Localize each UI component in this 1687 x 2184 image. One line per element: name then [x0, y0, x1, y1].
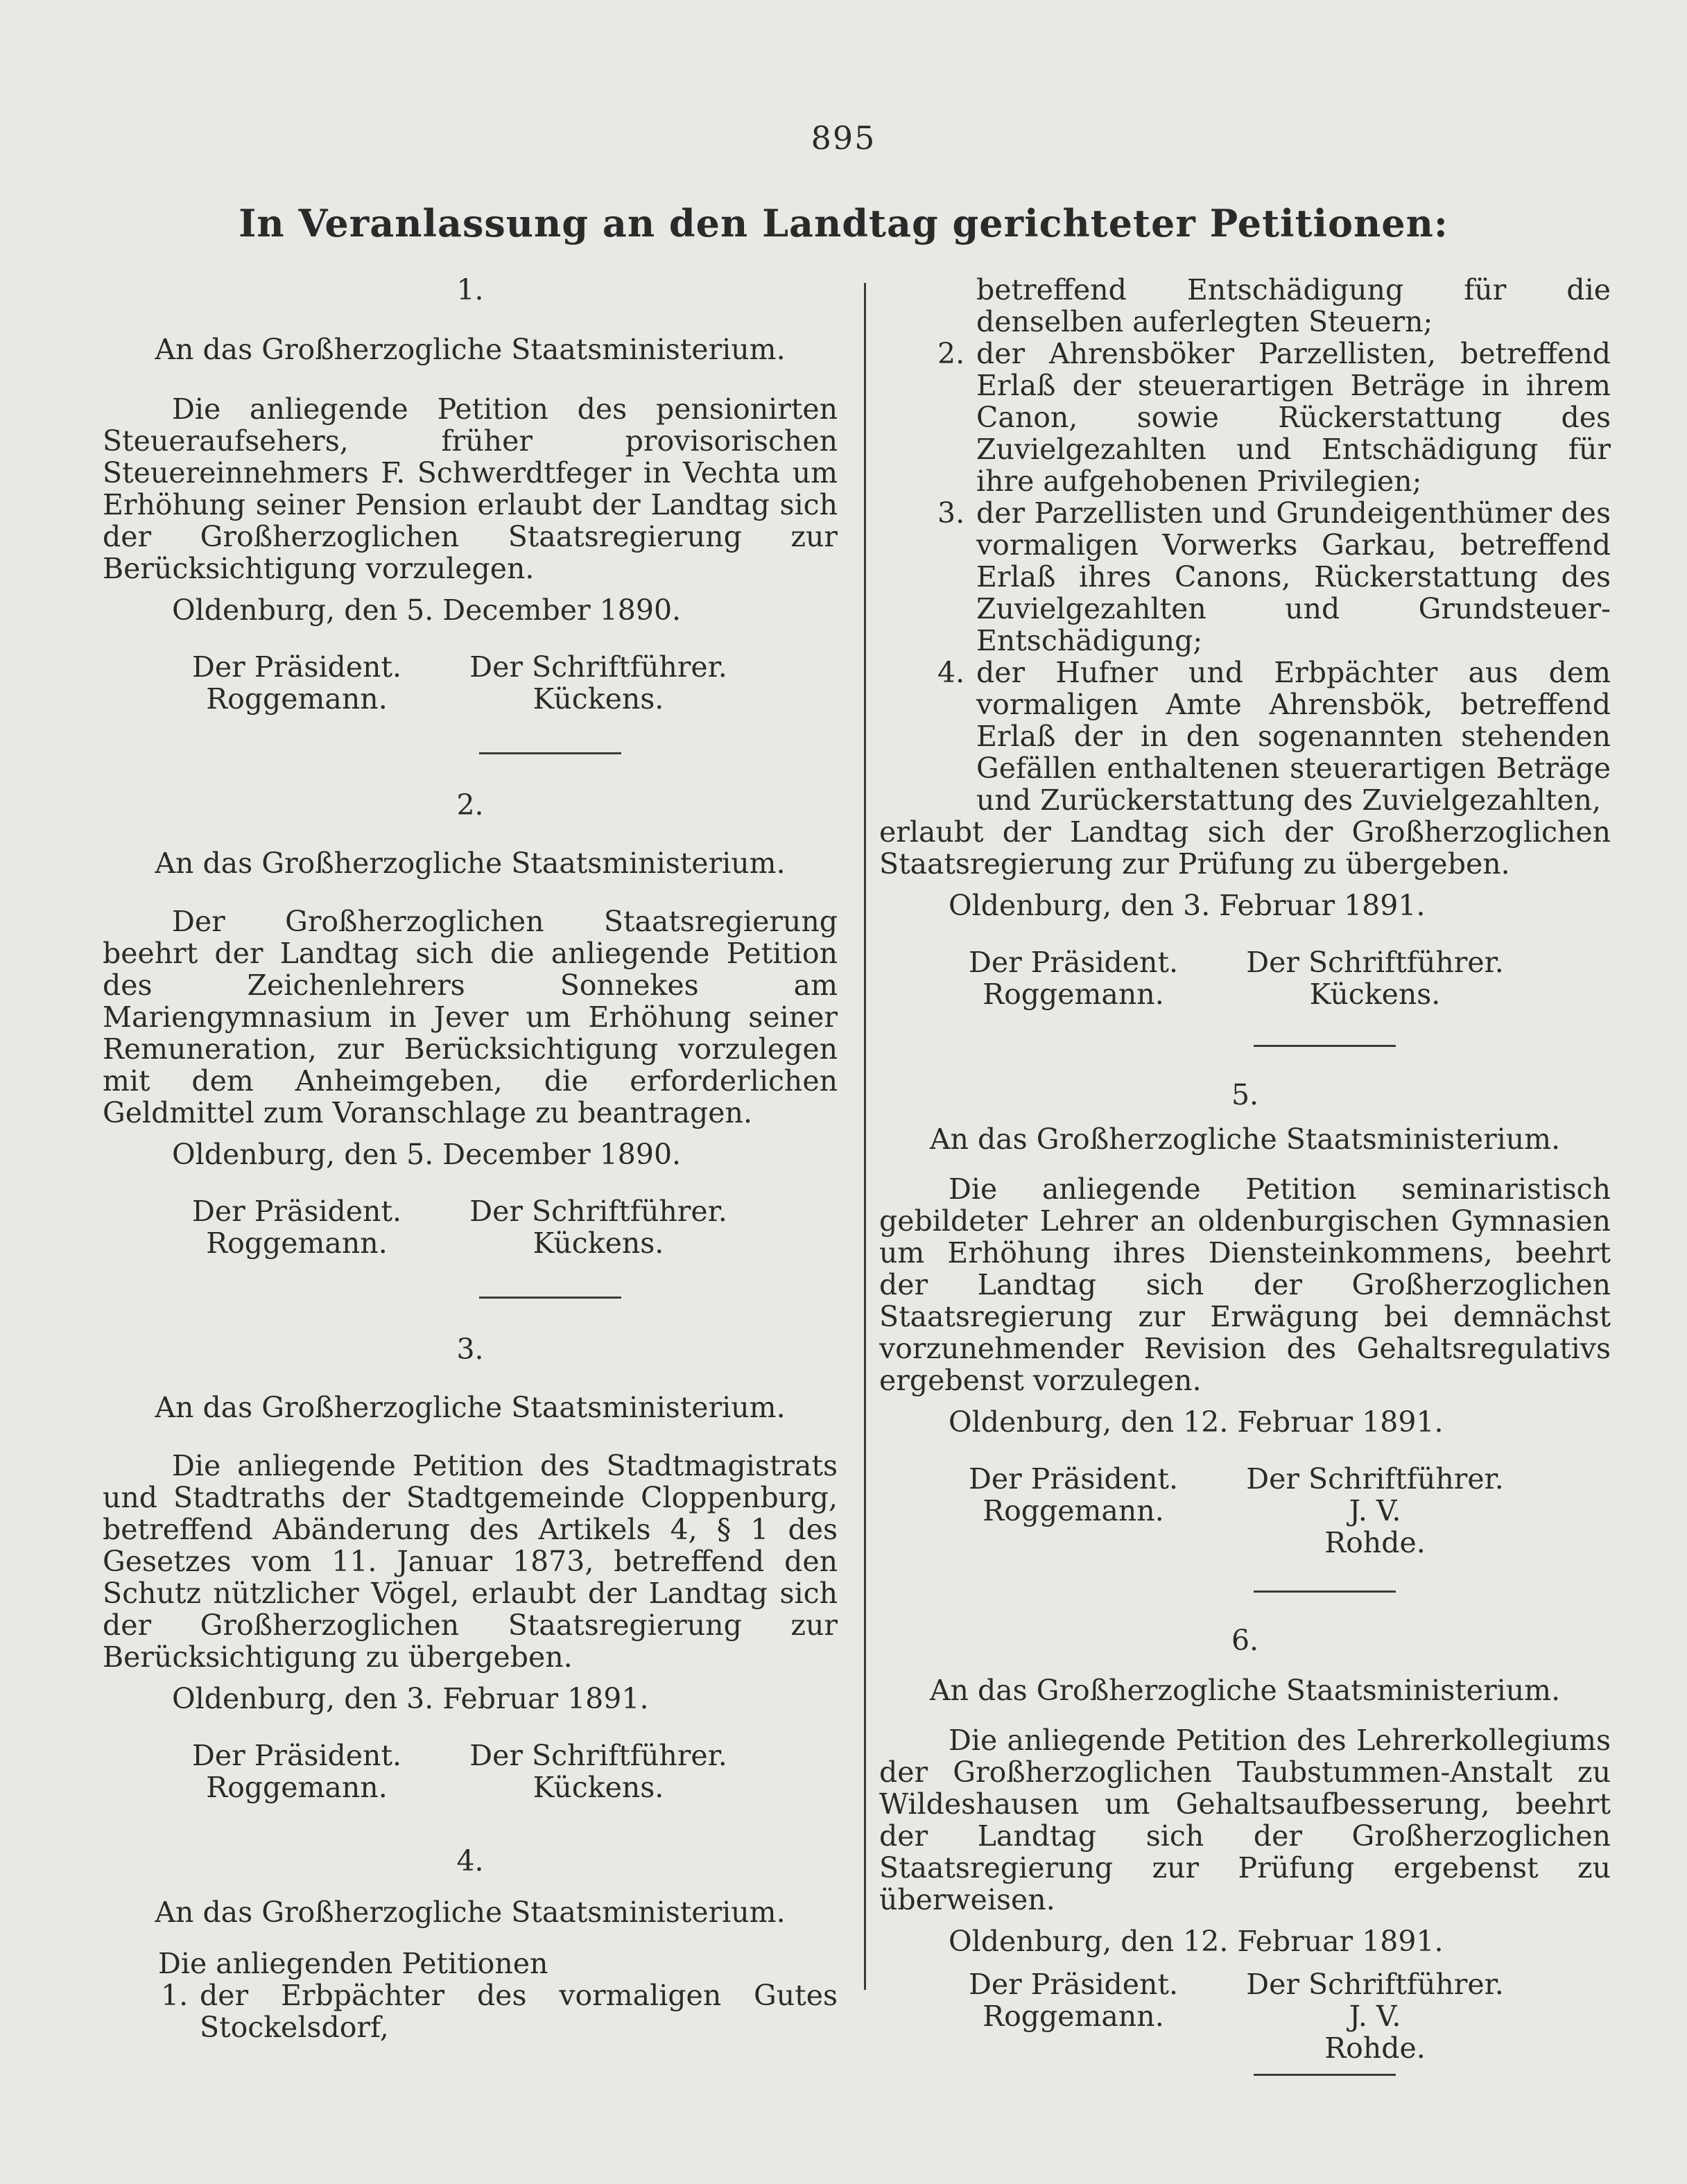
list-text: der Hufner und Erbpächter aus dem vormaligen Amte Ahrensbök, betreffend Erlaß der in den sogenannten stehenden Gefällen enthaltenen steuerartigen Beträge und Zurückerstattung des Zuvielgezahlten,	[976, 656, 1611, 817]
section-number: 3.	[456, 1333, 484, 1366]
secretary-signature	[1219, 1463, 1531, 1559]
secretary-title: Der Schriftführer.	[1246, 1968, 1504, 2001]
section-separator	[1254, 2074, 1396, 2076]
list-item	[161, 1979, 838, 2043]
section-number: 4.	[456, 1844, 484, 1878]
petition-intro: Die anliegenden Petitionen	[158, 1947, 548, 1980]
secretary-title: Der Schriftführer.	[469, 1739, 727, 1772]
secretary-title: Der Schriftführer.	[1246, 1462, 1504, 1496]
petition-section-3	[103, 1333, 838, 1803]
list-item	[937, 497, 1611, 657]
page-number: 895	[811, 119, 876, 157]
petition-section-5	[879, 1079, 1611, 1559]
date-line: Oldenburg, den 3. Februar 1891.	[949, 889, 1426, 922]
secretary-signature	[442, 1195, 754, 1259]
date-line: Oldenburg, den 12. Februar 1891.	[949, 1405, 1444, 1439]
section-number: 2.	[456, 788, 484, 822]
addressee: An das Großherzogliche Staatsministerium.	[929, 1123, 1561, 1156]
signatures	[879, 946, 1611, 1010]
list-number: 4.	[937, 656, 965, 689]
president-signature	[928, 1968, 1219, 2064]
petition-text: Der Großherzoglichen Staatsregierung beehrt der Landtag sich die anliegende Petition des Zeichenlehrers Sonnekes am Mariengymnasium in Jever um Erhöhung seiner Remuneration, zur Berücksichtigung vorzulegen mit dem Anheimgeben, die erforderlichen Geldmittel zum Voranschlage zu beantragen.	[103, 905, 838, 1129]
secretary-signature	[1219, 946, 1531, 1010]
president-name: Roggemann.	[983, 978, 1164, 1011]
secretary-signature	[1219, 1968, 1531, 2064]
secretary-name: Kückens.	[533, 682, 664, 716]
section-separator	[1254, 1045, 1396, 1047]
addressee: An das Großherzogliche Staatsministerium.	[929, 1674, 1561, 1707]
date-line: Oldenburg, den 3. Februar 1891.	[172, 1682, 649, 1715]
president-title: Der Präsident.	[192, 1195, 401, 1228]
section-separator	[479, 1297, 621, 1299]
signatures	[879, 1968, 1611, 2064]
list-text: der Parzellisten und Grundeigenthümer des vormaligen Vorwerks Garkau, betreffend Erlaß ihres Canons, Rückerstattung des Zuvielgezahlten und Grundsteuer-Entschädigung;	[976, 496, 1611, 657]
secretary-deputy: J. V.	[1349, 2000, 1401, 2033]
president-signature	[151, 1195, 442, 1259]
list-text: der Ahrensböker Parzellisten, betreffend Erlaß der steuerartigen Beträge in ihrem Canon, sowie Rückerstattung des Zuvielgezahlten und Entschädigung für ihre aufgehobenen Privilegien;	[976, 337, 1611, 498]
section-number: 5.	[1231, 1078, 1259, 1111]
addressee: An das Großherzogliche Staatsministerium.	[155, 1391, 786, 1424]
secretary-signature	[442, 1740, 754, 1803]
secretary-signature	[442, 651, 754, 715]
petition-section-6	[879, 1624, 1611, 2064]
secretary-title: Der Schriftführer.	[469, 650, 727, 684]
signatures	[103, 1195, 838, 1259]
petition-section-2	[103, 789, 838, 1259]
date-line: Oldenburg, den 5. December 1890.	[172, 1138, 682, 1171]
secretary-title: Der Schriftführer.	[469, 1195, 727, 1228]
president-name: Roggemann.	[983, 2000, 1164, 2033]
addressee: An das Großherzogliche Staatsministerium.	[155, 333, 786, 366]
president-title: Der Präsident.	[969, 946, 1178, 979]
president-signature	[151, 651, 442, 715]
president-title: Der Präsident.	[192, 1739, 401, 1772]
petition-text: Die anliegende Petition seminaristisch gebildeter Lehrer an oldenburgischen Gymnasien um Erhöhung ihres Diensteinkommens, beehrt der Landtag sich der Großherzoglichen Staatsregierung zur Erwägung bei demnächst vorzunehmender Revision des Gehaltsregulativs ergebenst vorzulegen.	[879, 1172, 1611, 1397]
signatures	[879, 1463, 1611, 1559]
president-title: Der Präsident.	[192, 650, 401, 684]
left-column	[103, 274, 838, 2043]
president-signature	[928, 946, 1219, 1010]
petition-section-1	[103, 274, 838, 715]
secretary-name: Kückens.	[533, 1771, 664, 1804]
column-divider	[864, 283, 866, 1990]
president-signature	[151, 1740, 442, 1803]
petition-section-4-continued	[879, 274, 1611, 1010]
signatures	[103, 1740, 838, 1803]
addressee: An das Großherzogliche Staatsministerium.	[155, 1896, 786, 1929]
secretary-name: Kückens.	[1309, 978, 1441, 1011]
addressee: An das Großherzogliche Staatsministerium.	[155, 847, 786, 880]
president-title: Der Präsident.	[969, 1968, 1178, 2001]
secretary-name: Kückens.	[533, 1227, 664, 1260]
date-line: Oldenburg, den 12. Februar 1891.	[949, 1925, 1444, 1958]
signatures	[103, 651, 838, 715]
petition-closing: erlaubt der Landtag sich der Großherzoglichen Staatsregierung zur Prüfung zu übergeben.	[879, 815, 1611, 881]
page-title: In Veranlassung an den Landtag gerichteter Petitionen:	[239, 201, 1448, 245]
list-number: 2.	[937, 337, 965, 370]
petition-text: Die anliegende Petition des pensionirten Steueraufsehers, früher provisorischen Steuereinnehmers F. Schwerdtfeger in Vechta um Erhöhung seiner Pension erlaubt der Landtag sich der Großherzoglichen Staatsregierung zur Berücksichtigung vorzulegen.	[103, 392, 838, 585]
list-text: der Erbpächter des vormaligen Gutes Stockelsdorf,	[200, 1979, 838, 2044]
president-name: Roggemann.	[983, 1494, 1164, 1527]
right-column	[879, 274, 1611, 2076]
petition-text: Die anliegende Petition des Stadtmagistrats und Stadtraths der Stadtgemeinde Cloppenburg, betreffend Abänderung des Artikels 4, § 1 des Gesetzes vom 11. Januar 1873, betreffend den Schutz nützlicher Vögel, erlaubt der Landtag sich der Großherzoglichen Staatsregierung zur Berücksichtigung zu übergeben.	[103, 1449, 838, 1674]
secretary-name: Rohde.	[1324, 1526, 1426, 1559]
secretary-deputy: J. V.	[1349, 1494, 1401, 1527]
president-name: Roggemann.	[206, 682, 388, 716]
section-separator	[479, 752, 621, 754]
president-name: Roggemann.	[206, 1771, 388, 1804]
president-name: Roggemann.	[206, 1227, 388, 1260]
secretary-title: Der Schriftführer.	[1246, 946, 1504, 979]
section-number: 1.	[456, 273, 484, 306]
petition-text: Die anliegende Petition des Lehrerkollegiums der Großherzoglichen Taubstummen-Anstalt zu Wildeshausen um Gehaltsaufbesserung, beehrt der Landtag sich der Großherzoglichen Staatsregierung zur Prüfung ergebenst zu überweisen.	[879, 1724, 1611, 1916]
section-number: 6.	[1231, 1624, 1259, 1657]
section-separator	[1254, 1591, 1396, 1593]
petition-section-4	[103, 1845, 838, 2043]
list-item	[937, 657, 1611, 816]
list-number: 3.	[937, 496, 965, 530]
list-number: 1.	[161, 1979, 189, 2012]
secretary-name: Rohde.	[1324, 2031, 1426, 2065]
list-item-continuation: betreffend Entschädigung für die denselben auferlegten Steuern;	[976, 273, 1611, 338]
president-title: Der Präsident.	[969, 1462, 1178, 1496]
president-signature	[928, 1463, 1219, 1559]
date-line: Oldenburg, den 5. December 1890.	[172, 593, 682, 627]
list-item	[937, 338, 1611, 497]
